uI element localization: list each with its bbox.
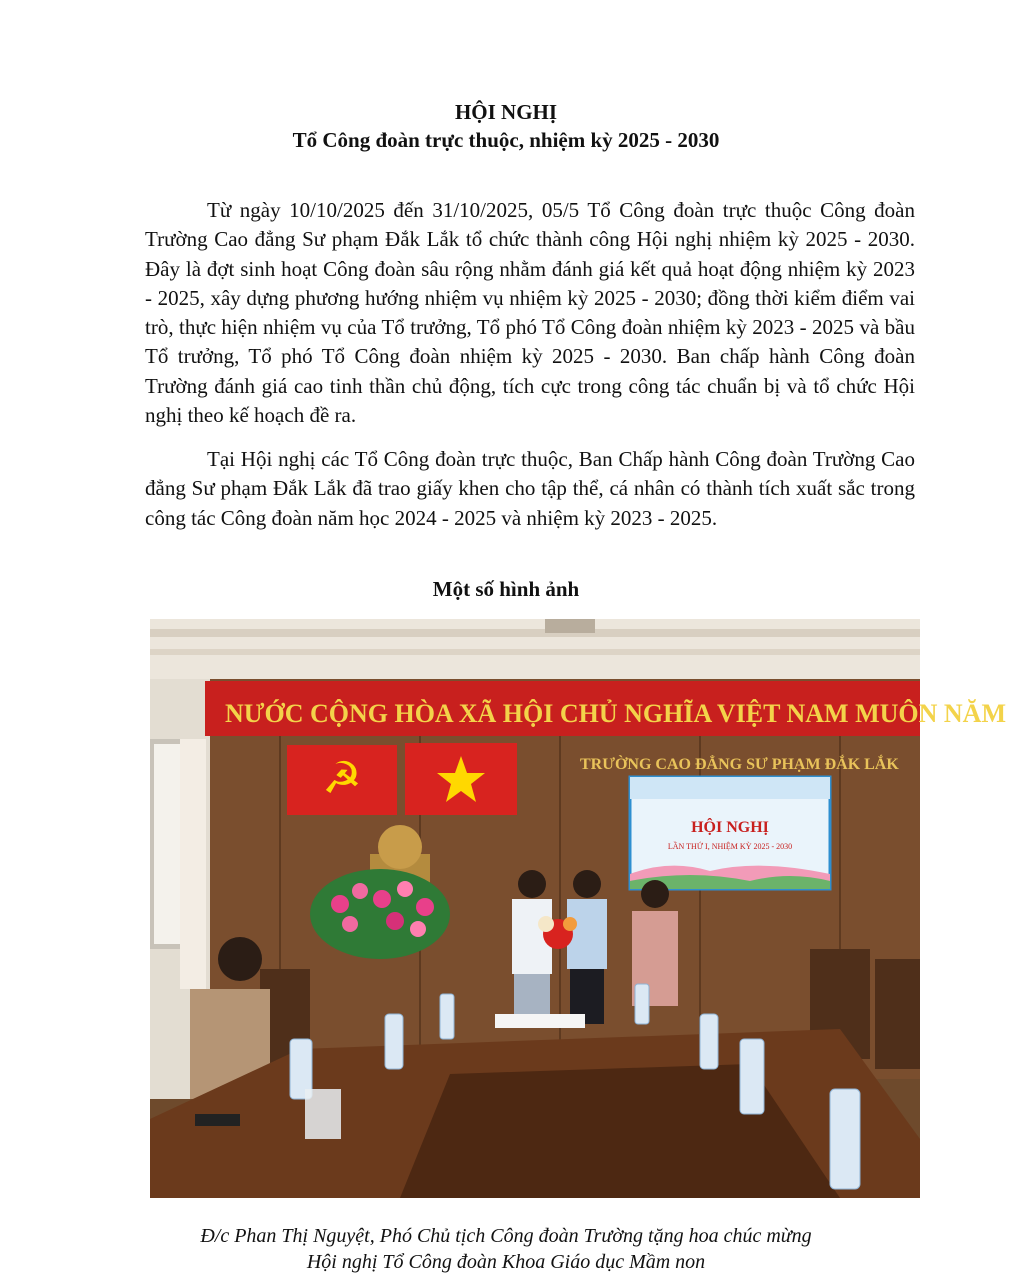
conference-photo-illustration (150, 619, 1006, 1198)
banner-text: NƯỚC CỘNG HÒA XÃ HỘI CHỦ NGHĨA VIỆT NAM MUÔN NĂM (225, 699, 1006, 728)
school-sign: TRƯỜNG CAO ĐẲNG SƯ PHẠM ĐẮK LẮK (580, 756, 899, 773)
title-line-1: HỘI NGHỊ (454, 100, 558, 124)
conference-photo (150, 619, 1006, 1198)
photo-caption (0, 1223, 1012, 1275)
paragraph-2: Tại Hội nghị các Tổ Công đoàn trực thuộc, Ban Chấp hành Công đoàn Trường Cao đẳng Sư phạm Đắk Lắk đã trao giấy khen cho tập thể, cá nhân có thành tích xuất sắc trong công tác Công đoàn năm học 2024 - 2025 và nhiệm kỳ 2023 - 2025. (145, 447, 915, 530)
screen-subtitle: LẦN THỨ I, NHIỆM KỲ 2025 - 2030 (667, 842, 793, 851)
flower-arrangement (310, 869, 450, 959)
standing-people (512, 870, 678, 1024)
phone (195, 1114, 240, 1126)
title-line-2: Tổ Công đoàn trực thuộc, nhiệm kỳ 2025 - 2030 (292, 128, 720, 152)
paragraph-1: Từ ngày 10/10/2025 đến 31/10/2025, 05/5 Tổ Công đoàn trực thuộc Công đoàn Trường Cao đẳng Sư phạm Đắk Lắk tổ chức thành công Hội nghị nhiệm kỳ 2025 - 2030. Đây là đợt sinh hoạt Công đoàn sâu rộng nhằm đánh giá kết quả hoạt động nhiệm kỳ 2023 - 2025, xây dựng phương hướng nhiệm vụ nhiệm kỳ 2025 - 2030; đồng thời kiểm điểm vai trò, thực hiện nhiệm vụ của Tổ trưởng, Tổ phó Tổ Công đoàn nhiệm kỳ 2023 - 2025 và bầu Tổ trưởng, Tổ phó Tổ Công đoàn nhiệm kỳ 2025 - 2030. Ban chấp hành Công đoàn Trường đánh giá cao tinh thần chủ động, tích cực trong công tác chuẩn bị và tổ chức Hội nghị theo kế hoạch đề ra. (145, 198, 915, 428)
section-heading: Một số hình ảnh (432, 577, 580, 601)
caption-line-1: Đ/c Phan Thị Nguyệt, Phó Chủ tịch Công đoàn Trường tặng hoa chúc mừng (200, 1225, 812, 1247)
screen-title: HỘI NGHỊ (691, 819, 769, 836)
hammer-sickle-icon: ☭ (322, 753, 362, 804)
document-title (0, 98, 1012, 154)
caption-line-2: Hội nghị Tổ Công đoàn Khoa Giáo dục Mầm non (306, 1251, 706, 1273)
